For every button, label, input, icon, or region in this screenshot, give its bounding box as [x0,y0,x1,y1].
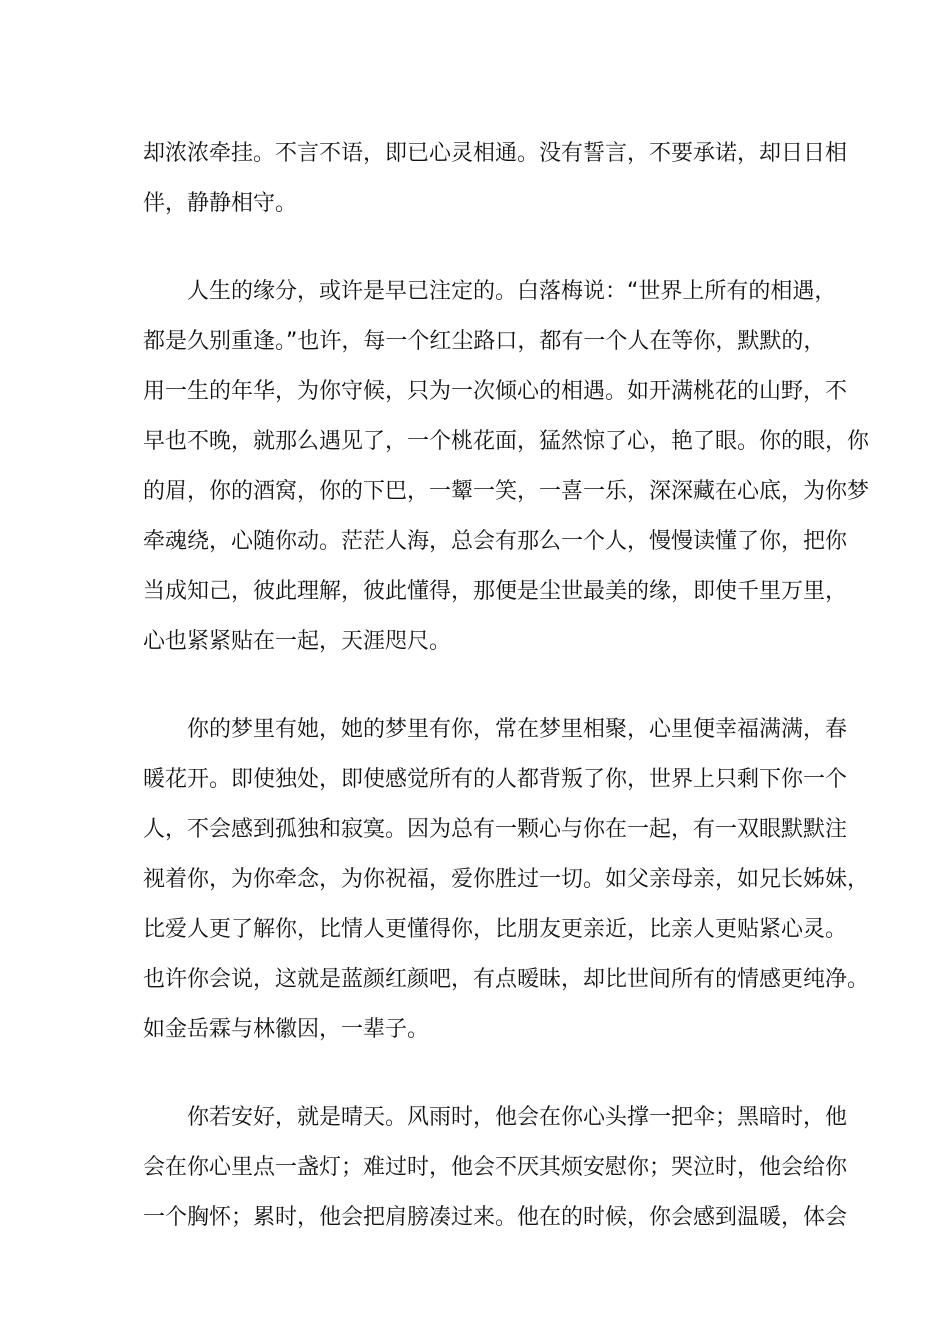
paragraph-4 [143,1093,848,1243]
text-line: 人生的缘分，或许是早已注定的。白落梅说：“世界上所有的相遇， [187,279,837,304]
paragraph-3 [143,705,870,1055]
text-line: 都是久别重逢。”也许，每一个红尘路口，都有一个人在等你，默默的， [143,329,826,354]
text-line: 暖花开。即使独处，即使感觉所有的人都背叛了你，世界上只剩下你一个 [143,767,848,792]
text-line: 却浓浓牵挂。不言不语，即已心灵相通。没有誓言，不要承诺，却日日相 [143,141,848,166]
text-line: 早也不晚，就那么遇见了，一个桃花面，猛然惊了心，艳了眼。你的眼，你 [143,429,870,454]
text-line: 伴，静静相守。 [143,191,298,216]
paragraph-1 [143,129,848,229]
text-line: 当成知己，彼此理解，彼此懂得，那便是尘世最美的缘，即使千里万里， [143,579,848,604]
document-body [143,129,870,1281]
text-line: 比爱人更了解你，比情人更懂得你，比朋友更亲近，比亲人更贴紧心灵。 [143,917,848,942]
text-line: 一个胸怀；累时，他会把肩膀凑过来。他在的时候，你会感到温暖，体会 [143,1205,848,1230]
text-line: 如金岳霖与林徽因，一辈子。 [143,1017,430,1042]
text-line: 视着你，为你牵念，为你祝福，爱你胜过一切。如父亲母亲，如兄长姊妹， [143,867,870,892]
text-line: 你若安好，就是晴天。风雨时，他会在你心头撑一把伞；黑暗时，他 [187,1105,848,1130]
text-line: 你的梦里有她，她的梦里有你，常在梦里相聚，心里便幸福满满，春 [187,717,848,742]
text-line: 会在你心里点一盏灯；难过时，他会不厌其烦安慰你；哭泣时，他会给你 [143,1155,848,1180]
paragraph-2 [143,267,870,667]
text-line: 人，不会感到孤独和寂寞。因为总有一颗心与你在一起，有一双眼默默注 [143,817,848,842]
text-line: 心也紧紧贴在一起，天涯咫尺。 [143,629,452,654]
text-line: 也许你会说，这就是蓝颜红颜吧，有点暧昧，却比世间所有的情感更纯净。 [143,967,870,992]
text-line: 用一生的年华，为你守候，只为一次倾心的相遇。如开满桃花的山野，不 [143,379,848,404]
text-line: 的眉，你的酒窝，你的下巴，一颦一笑，一喜一乐，深深藏在心底，为你梦 [143,479,870,504]
text-line: 牵魂绕，心随你动。茫茫人海，总会有那么一个人，慢慢读懂了你，把你 [143,529,848,554]
